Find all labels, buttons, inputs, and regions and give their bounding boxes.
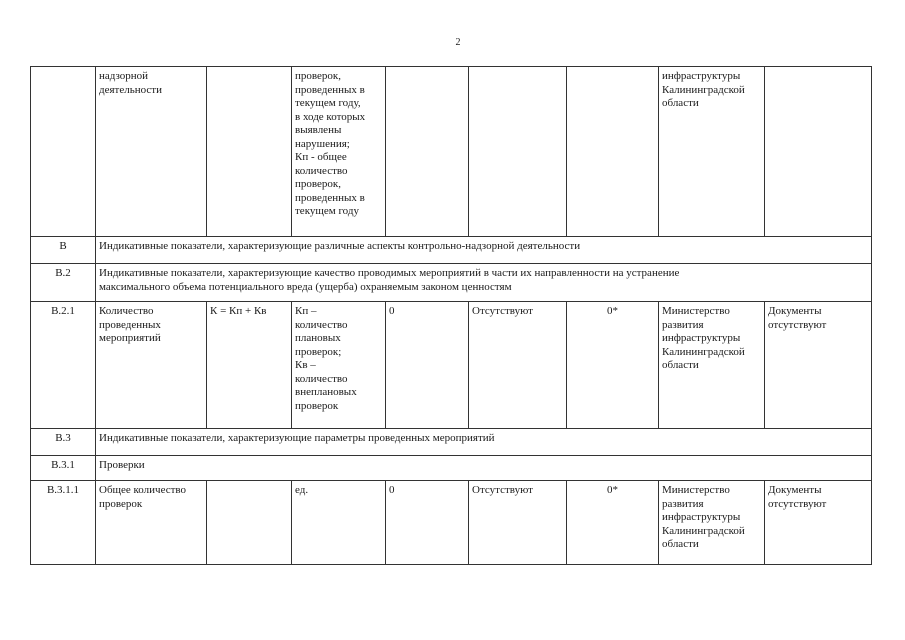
section-code: В.3.1 (31, 456, 96, 481)
table-row-b311 (31, 481, 872, 565)
cell-formula-description: Кп – количество плановых проверок; Кв – количество внеплановых проверок (292, 302, 386, 429)
cell-formula-description: проверок, проведенных в текущем году, в ходе которых выявлены нарушения; Кп - общее количество проверок, проведенных в текущем году (292, 67, 386, 237)
table-row-continuation (31, 67, 872, 237)
cell-indicator-name: надзорной деятельности (96, 67, 207, 237)
cell-data-source: инфраструктуры Калининградской области (659, 67, 765, 237)
section-row-b (31, 237, 872, 264)
cell-formula-description: ед. (292, 481, 386, 565)
section-title: Индикативные показатели, характеризующие параметры проведенных мероприятий (96, 429, 872, 456)
cell-base-value: 0 (386, 481, 469, 565)
cell-norm-value: Отсутствуют (469, 481, 567, 565)
cell-norm-value (469, 67, 567, 237)
cell-code: В.3.1.1 (31, 481, 96, 565)
table-row-b21 (31, 302, 872, 429)
cell-indicator-name: Количество проведенных мероприятий (96, 302, 207, 429)
cell-target-value (567, 67, 659, 237)
section-row-b2 (31, 264, 872, 302)
section-row-b3 (31, 429, 872, 456)
cell-comment (765, 67, 872, 237)
cell-base-value: 0 (386, 302, 469, 429)
cell-comment: Документы отсутствуют (765, 302, 872, 429)
section-title: Проверки (96, 456, 872, 481)
cell-code (31, 67, 96, 237)
page-number: 2 (455, 37, 461, 48)
cell-comment: Документы отсутствуют (765, 481, 872, 565)
cell-indicator-name: Общее количество проверок (96, 481, 207, 565)
cell-code: В.2.1 (31, 302, 96, 429)
cell-formula (207, 67, 292, 237)
cell-target-value: 0* (567, 481, 659, 565)
indicators-table (30, 66, 872, 565)
cell-base-value (386, 67, 469, 237)
section-row-b31 (31, 456, 872, 481)
section-code: В.2 (31, 264, 96, 302)
cell-data-source: Министерство развития инфраструктуры Калининградской области (659, 481, 765, 565)
section-code: В.3 (31, 429, 96, 456)
cell-formula: К = Кп + Кв (207, 302, 292, 429)
section-title: Индикативные показатели, характеризующие качество проводимых мероприятий в части их направленности на устранение максимального объема потенциального вреда (ущерба) охраняемым законом ценностям (96, 264, 872, 302)
section-title: Индикативные показатели, характеризующие различные аспекты контрольно-надзорной деятельности (96, 237, 872, 264)
cell-norm-value: Отсутствуют (469, 302, 567, 429)
cell-target-value: 0* (567, 302, 659, 429)
cell-data-source: Министерство развития инфраструктуры Калининградской области (659, 302, 765, 429)
section-code: В (31, 237, 96, 264)
cell-formula (207, 481, 292, 565)
